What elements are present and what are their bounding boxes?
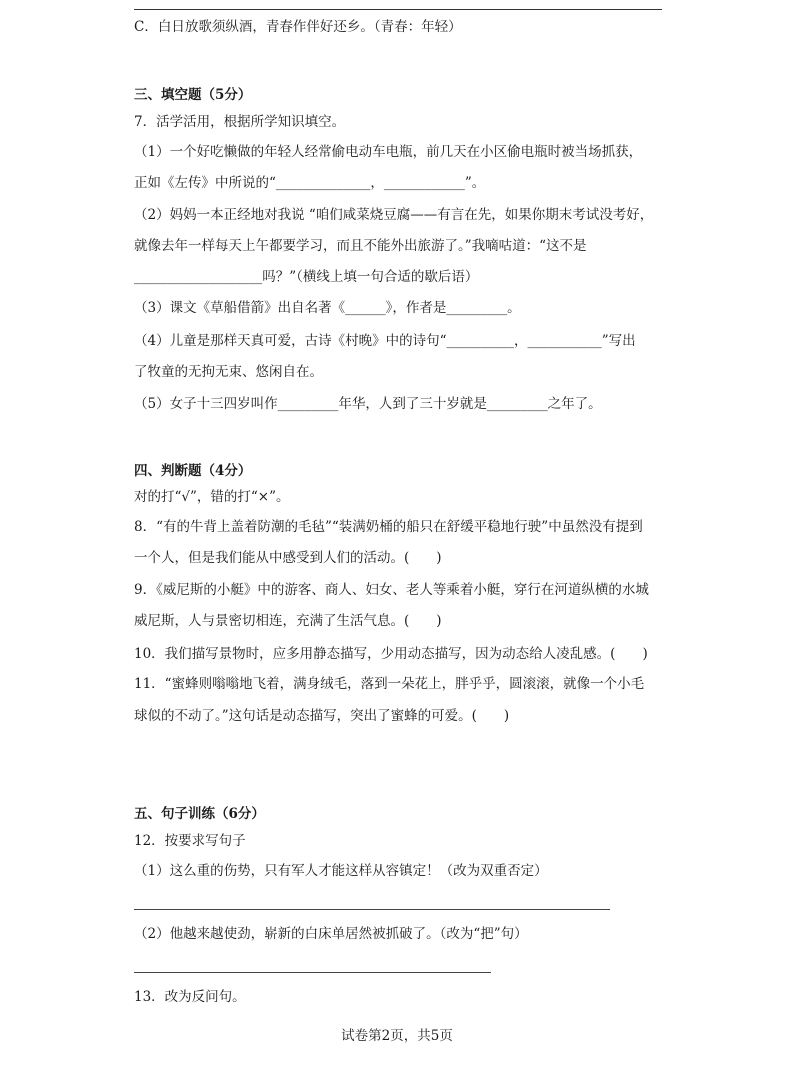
- true-false-instruction: 对的打“√”，错的打“×”。: [134, 489, 290, 505]
- section-heading-fill-in: 三、填空题（5分）: [134, 87, 252, 103]
- question-7-part-5: （5）女子十三四岁叫作_________年华，人到了三十岁就是_________之年了。: [134, 396, 602, 412]
- question-13-stem: 13．改为反问句。: [134, 989, 246, 1005]
- section-heading-true-false: 四、判断题（4分）: [134, 463, 252, 479]
- answer-line-1: [134, 909, 610, 910]
- question-7-part-2: （2）妈妈一本正经地对我说 “咱们咸菜烧豆腐——有言在先，如果你期末考试没考好，: [134, 207, 654, 223]
- question-9: 9．《威尼斯的小艇》中的游客、商人、妇女、老人等乘着小艇，穿行在河道纵横的水城: [134, 582, 649, 598]
- answer-line-2: [134, 972, 491, 973]
- page-footer: 试卷第2页，共5页: [341, 1028, 453, 1044]
- question-12-stem: 12．按要求写句子: [134, 833, 246, 849]
- question-7-stem: 7．活学活用，根据所学知识填空。: [134, 114, 346, 130]
- option-c: C．白日放歌须纵酒，青春作伴好还乡。（青春：年轻）: [134, 19, 462, 35]
- question-11: 11．“蜜蜂则嗡嗡地飞着，满身绒毛，落到一朵花上，胖乎乎，圆滚滚，就像一个小毛: [134, 676, 645, 692]
- question-11-cont: 球似的不动了。”这句话是动态描写，突出了蜜蜂的可爱。( ): [134, 708, 510, 724]
- question-7-part-1: （1）一个好吃懒做的年轻人经常偷电动车电瓶，前几天在小区偷电瓶时被当场抓获，: [134, 144, 643, 160]
- top-divider: [134, 9, 662, 10]
- question-7-part-3: （3）课文《草船借箭》出自名著《______》，作者是_________。: [134, 300, 521, 316]
- question-7-part-2-blank: ___________________吗？”（横线上填一句合适的歇后语）: [134, 269, 479, 285]
- question-8-cont: 一个人，但是我们能从中感受到人们的活动。( ): [134, 550, 442, 566]
- question-12-part-1: （1）这么重的伤势，只有军人才能这样从容镇定！（改为双重否定）: [134, 863, 548, 879]
- question-12-part-2: （2）他越来越使劲，崭新的白床单居然被抓破了。（改为“把”句）: [134, 926, 528, 942]
- question-7-part-4-cont: 了牧童的无拘无束、悠闲自在。: [134, 364, 323, 380]
- question-7-part-2-cont: 就像去年一样每天上午都要学习，而且不能外出旅游了。”我嘀咕道：“这不是: [134, 238, 587, 254]
- section-heading-sentences: 五、句子训练（6分）: [134, 806, 265, 822]
- question-7-part-1-blank: 正如《左传》中所说的“______________，____________”。: [134, 175, 486, 191]
- question-7-part-4: （4）儿童是那样天真可爱，古诗《村晚》中的诗句“__________，___________”写出: [134, 333, 636, 349]
- question-10: 10．我们描写景物时，应多用静态描写，少用动态描写，因为动态给人凌乱感。( ): [134, 646, 648, 662]
- question-8: 8．“有的牛背上盖着防潮的毛毡”“装满奶桶的船只在舒缓平稳地行驶”中虽然没有提到: [134, 519, 643, 535]
- question-9-cont: 威尼斯，人与景密切相连，充满了生活气息。( ): [134, 613, 442, 629]
